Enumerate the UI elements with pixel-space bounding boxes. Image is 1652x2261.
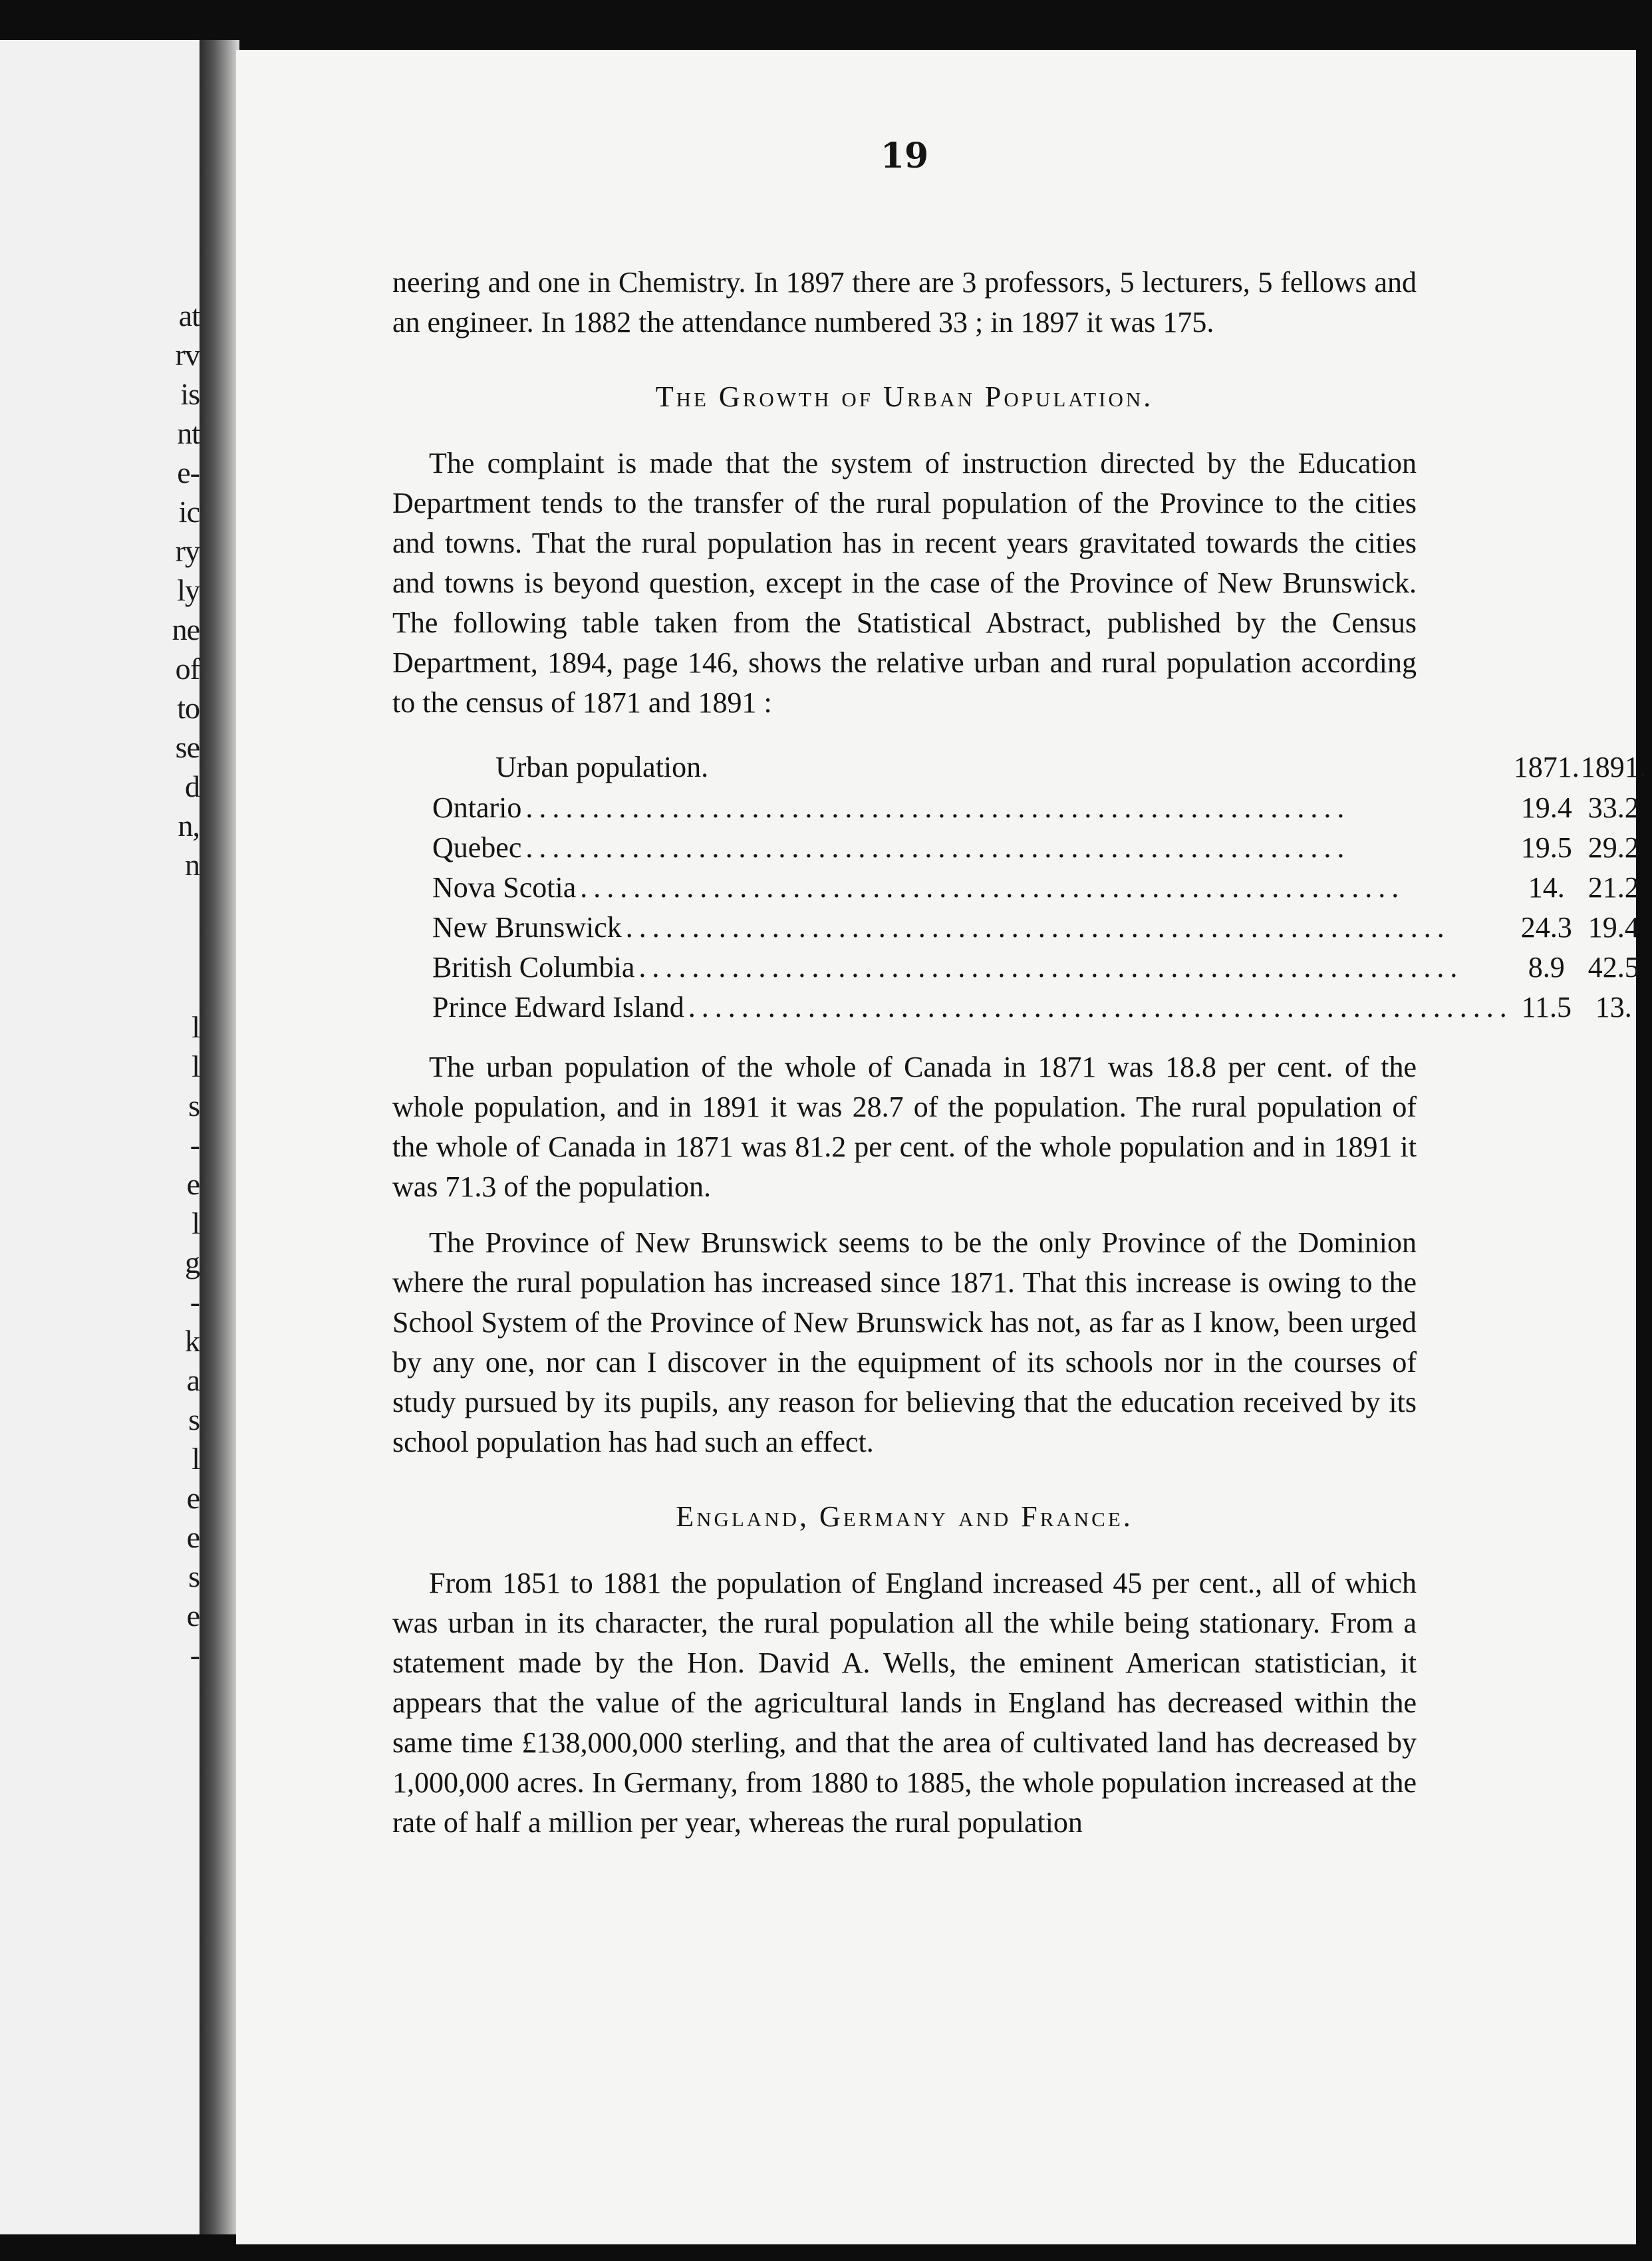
page-number: 19: [880, 136, 929, 176]
facing-page-text-fragment: n: [185, 848, 200, 882]
facing-page-text-fragment: ic: [178, 495, 200, 529]
facing-page-text-fragment: -: [190, 1285, 200, 1319]
facing-page-text-fragment: -: [190, 1638, 200, 1672]
facing-page-text-fragment: l: [192, 1010, 200, 1044]
dot-leader: ..............................................................: [688, 991, 1513, 1023]
value-1871: 11.5: [1521, 991, 1572, 1023]
facing-page-text-fragment: e: [186, 1599, 200, 1633]
paragraph-new-brunswick: The Province of New Brunswick seems to be the only Province of the Dominion where the rural population has increased since 1871. That this increase is owing to the School System of the Province of New Brunswick has not, as far as I know, been urged by any one, nor can I discover in the equipment of its schools nor in the courses of study pursued by its pupils, any reason for believing that the education received by its school population has had such an effect.: [392, 1226, 1417, 1458]
facing-page-text-fragment: of: [175, 652, 200, 686]
value-1891: 42.5: [1587, 951, 1639, 984]
facing-page-text-fragment: se: [175, 730, 200, 764]
document-page: [236, 50, 1647, 2244]
facing-page-text-fragment: e: [186, 1520, 200, 1554]
facing-page-text-fragment: ry: [175, 534, 200, 568]
facing-page-text-fragment: s: [188, 1089, 200, 1123]
table-header-1891: 1891.: [1580, 751, 1647, 783]
value-1871: 8.9: [1528, 951, 1565, 984]
dot-leader: ..............................................................: [625, 911, 1450, 944]
facing-page-text-fragment: e: [186, 1481, 200, 1515]
dot-leader: ..............................................................: [638, 951, 1464, 984]
page-content: [392, 136, 1647, 1843]
value-1871: 14.: [1528, 871, 1565, 904]
table-row: [432, 908, 1647, 948]
table-header-row: [432, 747, 1647, 788]
table-header-1871: 1871.: [1513, 751, 1580, 783]
table-row: [432, 988, 1647, 1027]
facing-page-text-fragment: ly: [177, 573, 200, 607]
facing-page-text-fragment: nt: [177, 416, 200, 450]
urban-population-table: [432, 747, 1647, 1027]
dot-leader: ..............................................................: [525, 831, 1351, 864]
paragraph-continuation: neering and one in Chemistry. In 1897 there are 3 professors, 5 lecturers, 5 fellows and an engineer. In 1882 the attendance numbered 33 ; in 1897 it was 175.: [392, 266, 1417, 338]
facing-page-text-fragment: s: [188, 1402, 200, 1436]
section-heading-urban-population: The Growth of Urban Population.: [655, 380, 1154, 413]
table-row: [432, 948, 1647, 988]
section-heading-england-germany-france: England, Germany and France.: [676, 1500, 1133, 1533]
facing-page-text-fragment: d: [185, 769, 200, 803]
table-row: [432, 828, 1647, 868]
facing-page-text-fragment: l: [192, 1206, 200, 1240]
facing-page-text-fragment: g: [185, 1246, 200, 1279]
facing-page-text-fragment: a: [186, 1363, 200, 1397]
value-1871: 24.3: [1520, 911, 1572, 944]
dot-leader: ..............................................................: [580, 871, 1405, 904]
facing-page-text-fragment: l: [192, 1049, 200, 1083]
value-1891: 21.2: [1587, 871, 1639, 904]
dot-leader: ..............................................................: [525, 791, 1351, 824]
province-name: Prince Edward Island: [432, 988, 688, 1027]
facing-page-text-fragment: l: [192, 1442, 200, 1476]
province-name: Quebec: [432, 828, 525, 868]
paragraph-complaint: The complaint is made that the system of instruction directed by the Education Department tends to the transfer of the rural population of the Province to the cities and towns. That the rural population has in recent years gravitated towards the cities and towns is beyond question, except in the case of the Province of New Brunswick. The following table taken from the Statistical Abstract, published by the Census Department, 1894, page 146, shows the relative urban and rural population according to the census of 1871 and 1891 :: [392, 447, 1417, 719]
table-row: [432, 868, 1647, 908]
facing-page-text-fragment: n,: [178, 809, 200, 843]
facing-page-text-fragment: e-: [177, 456, 200, 489]
left-facing-page: [0, 40, 200, 2234]
book-gutter: [200, 40, 239, 2234]
value-1891: 33.2: [1587, 791, 1639, 824]
facing-page-text-fragment: -: [190, 1128, 200, 1162]
province-name: Nova Scotia: [432, 868, 580, 908]
facing-page-text-fragment: k: [185, 1324, 200, 1358]
value-1891: 19.4: [1587, 911, 1639, 944]
province-name: British Columbia: [432, 948, 638, 988]
value-1871: 19.4: [1520, 791, 1572, 824]
facing-page-text-fragment: is: [180, 377, 200, 411]
paragraph-canada-totals: The urban population of the whole of Canada in 1871 was 18.8 per cent. of the whole population, and in 1891 it was 28.7 of the population. The rural population of the whole of Canada in 1871 was 81.2 per cent. of the whole population and in 1891 it was 71.3 of the population.: [392, 1051, 1417, 1203]
province-name: Ontario: [432, 788, 525, 828]
table-header-label: Urban population.: [495, 751, 709, 783]
paragraph-england: From 1851 to 1881 the population of England increased 45 per cent., all of which was urban in its character, the rural population all the while being stationary. From a statement made by the Hon. David A. Wells, the eminent American statistician, it appears that the value of the agricultural lands in England has decreased within the same time £138,000,000 sterling, and that the area of cultivated land has decreased by 1,000,000 acres. In Germany, from 1880 to 1885, the whole population increased at the rate of half a million per year, whereas the rural population: [392, 1567, 1417, 1839]
facing-page-text-fragment: to: [177, 691, 200, 725]
value-1891: 13.: [1595, 991, 1632, 1023]
value-1891: 29.2: [1587, 831, 1639, 864]
province-name: New Brunswick: [432, 908, 626, 948]
facing-page-text-fragment: s: [188, 1559, 200, 1593]
facing-page-text-fragment: ne: [172, 612, 200, 646]
facing-page-text-fragment: rv: [175, 338, 200, 372]
facing-page-text-fragment: e: [186, 1167, 200, 1201]
table-row: [432, 788, 1647, 828]
facing-page-text-fragment: at: [178, 299, 200, 332]
value-1871: 19.5: [1520, 831, 1572, 864]
